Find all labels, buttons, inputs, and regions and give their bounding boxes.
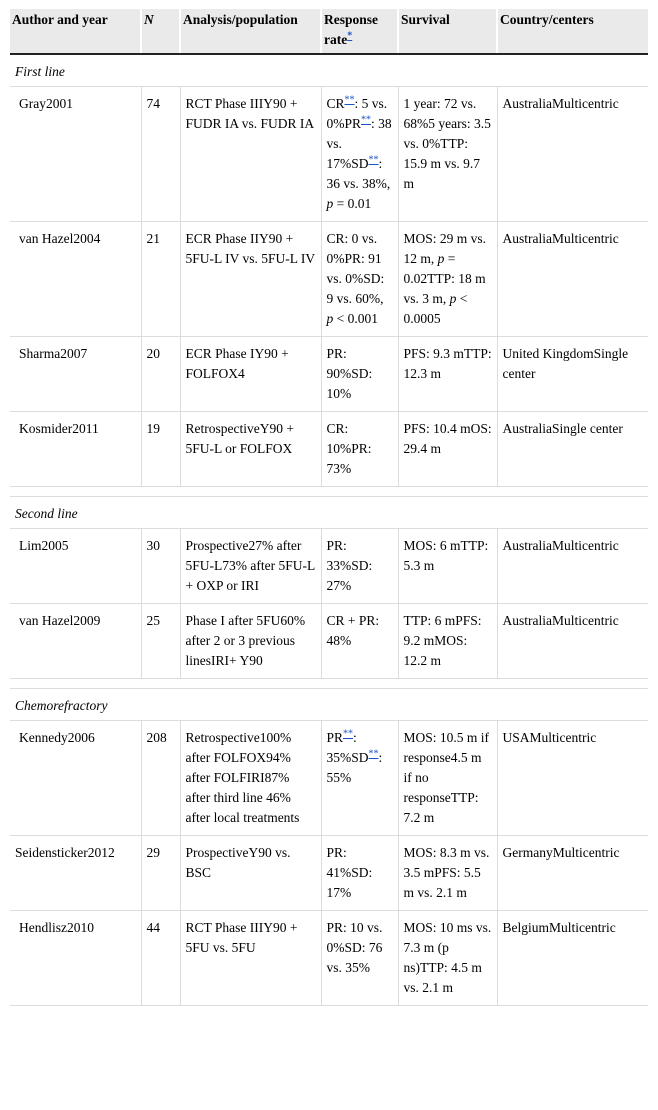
table-cell: MOS: 10 ms vs. 7.3 m (p ns)TTP: 4.5 m vs. 2.1 m (398, 911, 497, 1006)
table-cell: First line (10, 54, 648, 87)
table-row (10, 222, 648, 337)
col-response: Response rate* (321, 9, 398, 54)
footnote-link[interactable]: ** (361, 114, 372, 126)
table-cell: Kosmider2011 (10, 412, 141, 487)
table-cell: BelgiumMulticentric (497, 911, 648, 1006)
table-cell: PR: 41%SD: 17% (321, 836, 398, 911)
table-cell: 74 (141, 87, 180, 222)
table-row (10, 412, 648, 487)
col-author: Author and year (10, 9, 141, 54)
table-cell: 20 (141, 337, 180, 412)
results-table (10, 9, 648, 1006)
table-cell: Gray2001 (10, 87, 141, 222)
col-n: N (141, 9, 180, 54)
table-cell: 25 (141, 604, 180, 679)
table-row (10, 911, 648, 1006)
table-cell: TTP: 6 mPFS: 9.2 mMOS: 12.2 m (398, 604, 497, 679)
table-cell: Kennedy2006 (10, 721, 141, 836)
table-cell (10, 679, 648, 689)
table-cell: PR: 90%SD: 10% (321, 337, 398, 412)
header-row (10, 9, 648, 54)
table-cell: Second line (10, 497, 648, 529)
table-cell: AustraliaMulticentric (497, 604, 648, 679)
table-row (10, 604, 648, 679)
table-cell: 30 (141, 529, 180, 604)
table-cell: MOS: 8.3 m vs. 3.5 mPFS: 5.5 m vs. 2.1 m (398, 836, 497, 911)
table-cell: Seidensticker2012 (10, 836, 141, 911)
table-cell: United KingdomSingle center (497, 337, 648, 412)
section-chemorefractory (10, 689, 648, 721)
table-cell: RCT Phase IIIY90 + FUDR IA vs. FUDR IA (180, 87, 321, 222)
table-cell: GermanyMulticentric (497, 836, 648, 911)
table-cell: AustraliaSingle center (497, 412, 648, 487)
table-cell: PFS: 9.3 mTTP: 12.3 m (398, 337, 497, 412)
table-cell: 44 (141, 911, 180, 1006)
table-cell: Hendlisz2010 (10, 911, 141, 1006)
table-cell: Retrospective100% after FOLFOX94% after FOLFIRI87% after third line 46% after local treatments (180, 721, 321, 836)
footnote-link[interactable]: ** (368, 154, 379, 166)
table-cell: PR**: 35%SD**: 55% (321, 721, 398, 836)
table-cell: CR: 10%PR: 73% (321, 412, 398, 487)
table-cell: ProspectiveY90 vs. BSC (180, 836, 321, 911)
table-cell: PR: 33%SD: 27% (321, 529, 398, 604)
table-row (10, 87, 648, 222)
table-cell: 29 (141, 836, 180, 911)
table-cell: van Hazel2004 (10, 222, 141, 337)
table-cell: USAMulticentric (497, 721, 648, 836)
table-row (10, 836, 648, 911)
table-cell: Prospective27% after 5FU-L73% after 5FU-L + OXP or IRI (180, 529, 321, 604)
table-cell: ECR Phase IY90 + FOLFOX4 (180, 337, 321, 412)
col-survival: Survival (398, 9, 497, 54)
section-first-line (10, 54, 648, 87)
table-cell: RCT Phase IIIY90 + 5FU vs. 5FU (180, 911, 321, 1006)
table-cell: PFS: 10.4 mOS: 29.4 m (398, 412, 497, 487)
table-cell: Lim2005 (10, 529, 141, 604)
table-cell: ECR Phase IIY90 + 5FU-L IV vs. 5FU-L IV (180, 222, 321, 337)
section-second-line (10, 497, 648, 529)
table-row (10, 721, 648, 836)
table-cell: RetrospectiveY90 + 5FU-L or FOLFOX (180, 412, 321, 487)
table-cell: 19 (141, 412, 180, 487)
col-country: Country/centers (497, 9, 648, 54)
table-cell: CR: 0 vs. 0%PR: 91 vs. 0%SD: 9 vs. 60%, p < 0.001 (321, 222, 398, 337)
footnote-link[interactable]: ** (343, 728, 354, 740)
table-cell: CR + PR: 48% (321, 604, 398, 679)
table-cell: Chemorefractory (10, 689, 648, 721)
table-cell: PR: 10 vs. 0%SD: 76 vs. 35% (321, 911, 398, 1006)
table-cell: 1 year: 72 vs. 68%5 years: 3.5 vs. 0%TTP: 15.9 m vs. 9.7 m (398, 87, 497, 222)
table-cell: AustraliaMulticentric (497, 222, 648, 337)
table-cell: Sharma2007 (10, 337, 141, 412)
footnote-link[interactable]: * (347, 30, 353, 42)
table-row (10, 529, 648, 604)
table-cell: Phase I after 5FU60% after 2 or 3 previous linesIRI+ Y90 (180, 604, 321, 679)
table-cell: AustraliaMulticentric (497, 87, 648, 222)
table-cell: 21 (141, 222, 180, 337)
footnote-link[interactable]: ** (344, 94, 355, 106)
table-row (10, 337, 648, 412)
table-cell (10, 487, 648, 497)
table-cell: MOS: 29 m vs. 12 m, p = 0.02TTP: 18 m vs. 3 m, p < 0.0005 (398, 222, 497, 337)
table-cell: MOS: 6 mTTP: 5.3 m (398, 529, 497, 604)
footnote-link[interactable]: ** (368, 748, 379, 760)
table-cell: AustraliaMulticentric (497, 529, 648, 604)
col-analysis: Analysis/population (180, 9, 321, 54)
table-cell: CR**: 5 vs. 0%PR**: 38 vs. 17%SD**: 36 vs. 38%, p = 0.01 (321, 87, 398, 222)
table-cell: van Hazel2009 (10, 604, 141, 679)
table-cell: 208 (141, 721, 180, 836)
table-cell: MOS: 10.5 m if response4.5 m if no responseTTP: 7.2 m (398, 721, 497, 836)
